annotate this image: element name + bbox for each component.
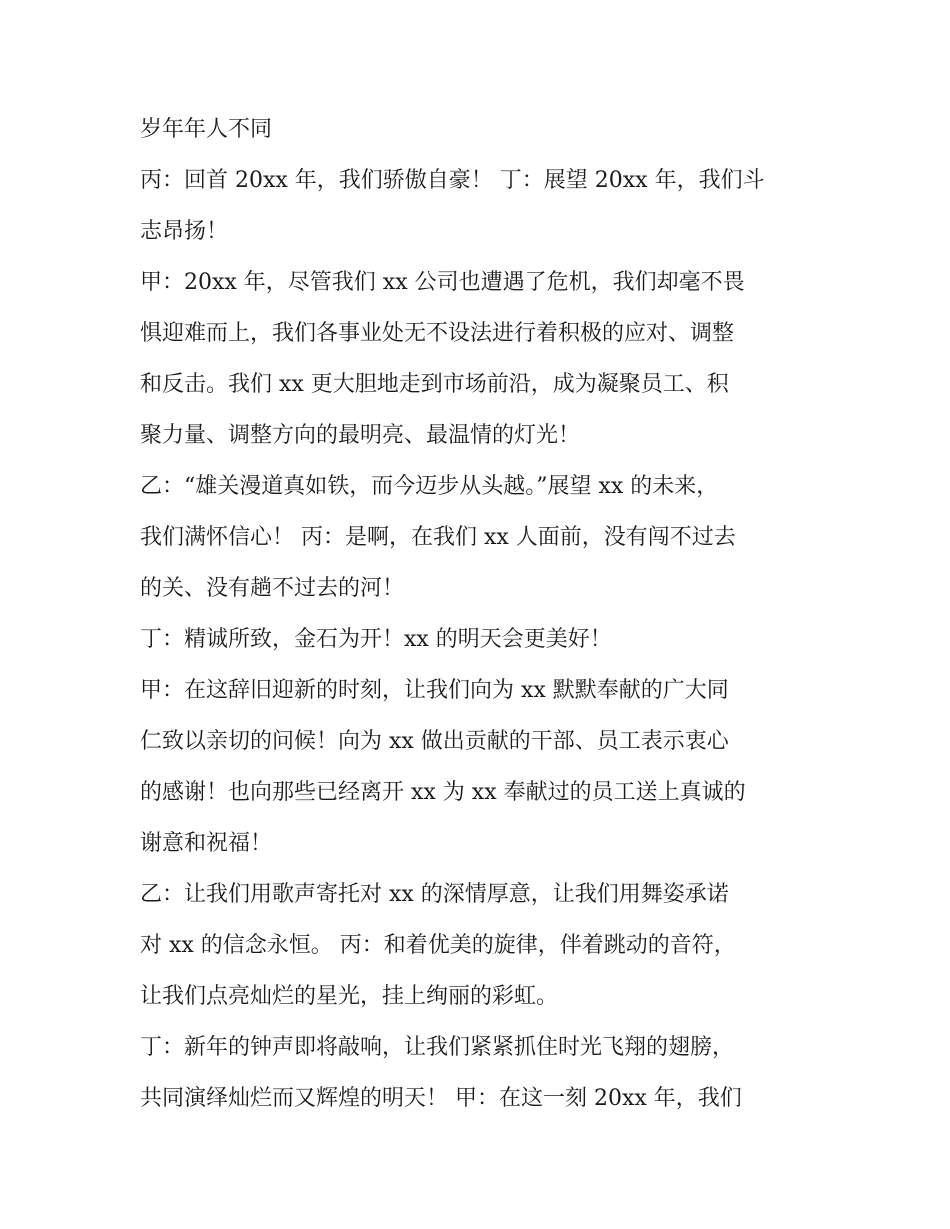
text-line: 和反击。我们 xx 更大胆地走到市场前沿，成为凝聚员工、积 — [140, 372, 729, 397]
text-line: 丁：精诚所致，金石为开！xx 的明天会更美好！ — [140, 627, 612, 652]
text-line: 丁：新年的钟声即将敲响，让我们紧紧抓住时光飞翔的翅膀， — [140, 1035, 735, 1060]
text-line: 的感谢！也向那些已经离开 xx 为 xx 奉献过的员工送上真诚的 — [140, 780, 746, 805]
text-line: 岁年年人不同 — [140, 117, 273, 142]
text-line: 志昂扬！ — [140, 219, 229, 244]
text-line: 让我们点亮灿烂的星光，挂上绚丽的彩虹。 — [140, 984, 559, 1009]
text-line: 对 xx 的信念永恒。 丙：和着优美的旋律，伴着跳动的音符， — [140, 933, 736, 958]
text-line: 乙：让我们用歌声寄托对 xx 的深情厚意，让我们用舞姿承诺 — [140, 882, 729, 907]
text-line: 惧迎难而上，我们各事业处无不设法进行着积极的应对、调整 — [140, 321, 735, 346]
text-line: 谢意和祝福！ — [140, 831, 273, 856]
text-line: 仁致以亲切的问候！向为 xx 做出贡献的干部、员工表示衷心 — [140, 729, 729, 754]
text-line: 甲：在这辞旧迎新的时刻，让我们向为 xx 默默奉献的广大同 — [140, 678, 729, 703]
text-line: 我们满怀信心！ 丙：是啊，在我们 xx 人面前，没有闯不过去 — [140, 525, 736, 550]
text-line: 聚力量、调整方向的最明亮、最温情的灯光！ — [140, 423, 581, 448]
text-line: 共同演绎灿烂而又辉煌的明天！ 甲：在这一刻 20xx 年，我们 — [140, 1086, 742, 1111]
text-line: 丙：回首 20xx 年，我们骄傲自豪！ 丁：展望 20xx 年，我们斗 — [140, 168, 765, 193]
text-line: 乙：“雄关漫道真如铁，而今迈步从头越。”展望 xx 的未来， — [140, 474, 719, 499]
text-line: 的关、没有趟不过去的河！ — [140, 576, 405, 601]
text-line: 甲：20xx 年，尽管我们 xx 公司也遭遇了危机，我们却毫不畏 — [140, 270, 745, 295]
document-body — [140, 108, 820, 1128]
